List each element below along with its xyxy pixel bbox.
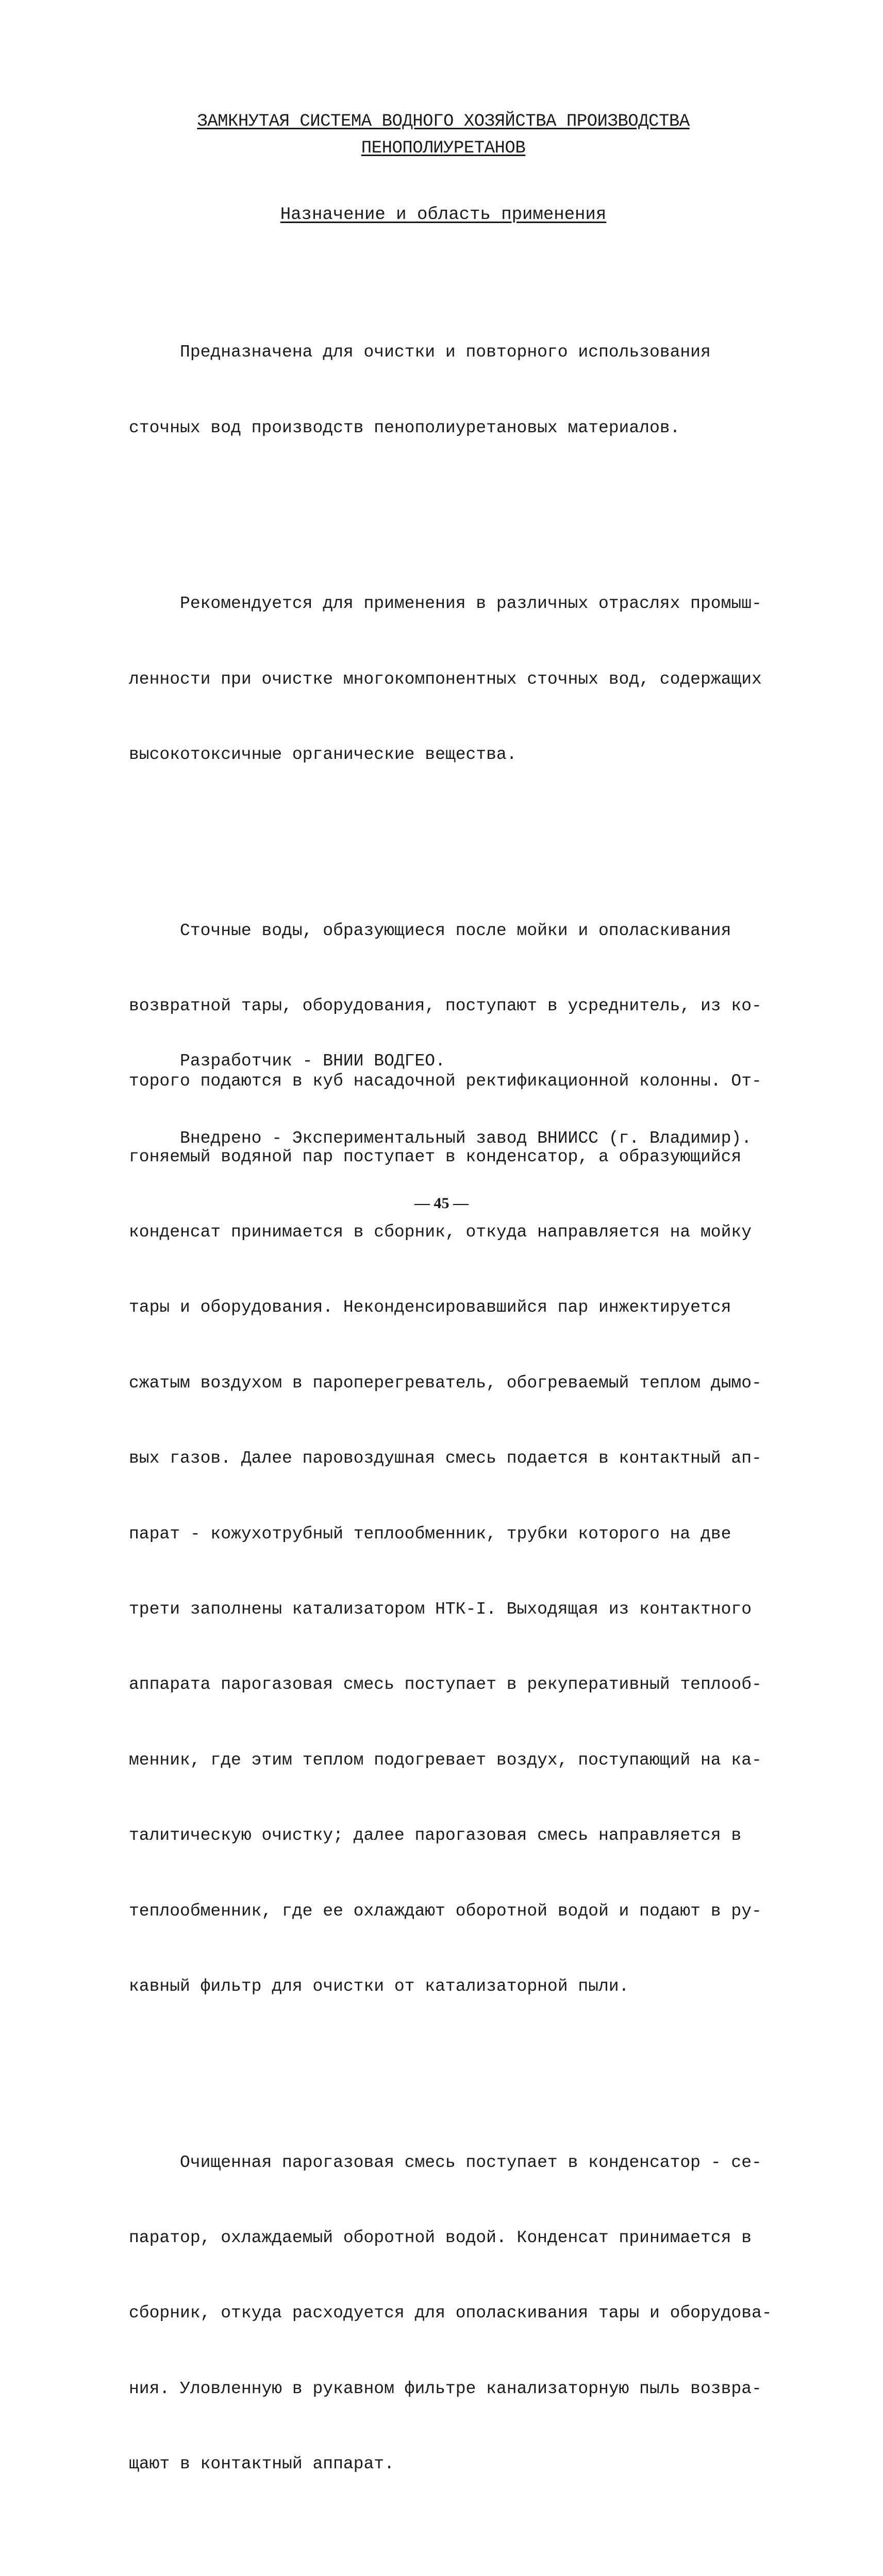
text-line: трети заполнены катализатором НТК-I. Выходящая из контактного xyxy=(129,1600,752,1619)
text-line: кавный фильтр для очистки от катализаторной пыли. xyxy=(129,1976,629,1996)
text-line: торого подаются в куб насадочной ректификационной колонны. От- xyxy=(129,1072,762,1091)
text-line: щают в контактный аппарат. xyxy=(129,2454,394,2474)
text-line: гоняемый водяной пар поступает в конденсатор, а образующийся xyxy=(129,1147,742,1166)
text-line: Рекомендуется для применения в различных отраслях промыш- xyxy=(129,594,762,614)
text-line: талитическую очистку; далее парогазовая смесь направляется в xyxy=(129,1826,742,1845)
paragraph xyxy=(129,2100,772,2528)
developer-line: Разработчик - ВНИИ ВОДГЕО. xyxy=(129,1052,445,1071)
title-line-1: ЗАМКНУТАЯ СИСТЕМА ВОДНОГО ХОЗЯЙСТВА ПРОИЗВОДСТВА xyxy=(197,112,690,131)
text-line: Сточные воды, образующиеся после мойки и ополаскивания xyxy=(129,921,731,940)
text-line: аппарата парогазовая смесь поступает в рекуперативный теплооб- xyxy=(129,1675,762,1694)
credits xyxy=(129,997,763,1203)
text-line: высокотоксичные органические вещества. xyxy=(129,744,517,764)
paragraph xyxy=(129,290,763,491)
text-line: менник, где этим теплом подогревает воздух, поступающий на ка- xyxy=(129,1750,762,1770)
text-line: парат - кожухотрубный теплообменник, трубки которого на две xyxy=(129,1524,731,1544)
page-number: — 45 — xyxy=(414,1195,469,1212)
text-line: вых газов. Далее паровоздушная смесь подается в контактный ап- xyxy=(129,1449,762,1468)
text-line: возвратной тары, оборудования, поступают в усреднитель, из ко- xyxy=(129,996,762,1015)
text-line: сжатым воздухом в пароперегреватель, обогреваемый теплом дымо- xyxy=(129,1373,762,1393)
text-line: сточных вод производств пенополиуретановых материалов. xyxy=(129,418,680,437)
text-line: ленности при очистке многокомпонентных сточных вод, содержащих xyxy=(129,669,762,689)
text-line: тары и оборудования. Неконденсировавшийся пар инжектируется xyxy=(129,1298,731,1317)
text-line: теплообменник, где ее охлаждают оборотной водой и подают в ру- xyxy=(129,1901,762,1921)
text-line: Предназначена для очистки и повторного использования xyxy=(129,343,711,362)
text-line: паратор, охлаждаемый оборотной водой. Конденсат принимается в xyxy=(129,2228,752,2247)
body-text xyxy=(129,240,772,2576)
document-title xyxy=(124,108,763,162)
text-line: конденсат принимается в сборник, откуда направляется на мойку xyxy=(129,1223,752,1242)
paragraph xyxy=(129,541,763,818)
section-heading: Назначение и область применения xyxy=(280,205,607,225)
text-line: Очищенная парогазовая смесь поступает в конденсатор - се- xyxy=(129,2153,762,2172)
title-line-2: ПЕНОПОЛИУРЕТАНОВ xyxy=(361,139,526,158)
text-line: ния. Уловленную в рукавном фильтре канализаторную пыль возвра- xyxy=(129,2379,762,2398)
text-line: сборник, откуда расходуется для ополаскивания тары и оборудова- xyxy=(129,2303,772,2323)
implemented-line: Внедрено - Экспериментальный завод ВНИИСС (г. Владимир). xyxy=(129,1129,752,1148)
